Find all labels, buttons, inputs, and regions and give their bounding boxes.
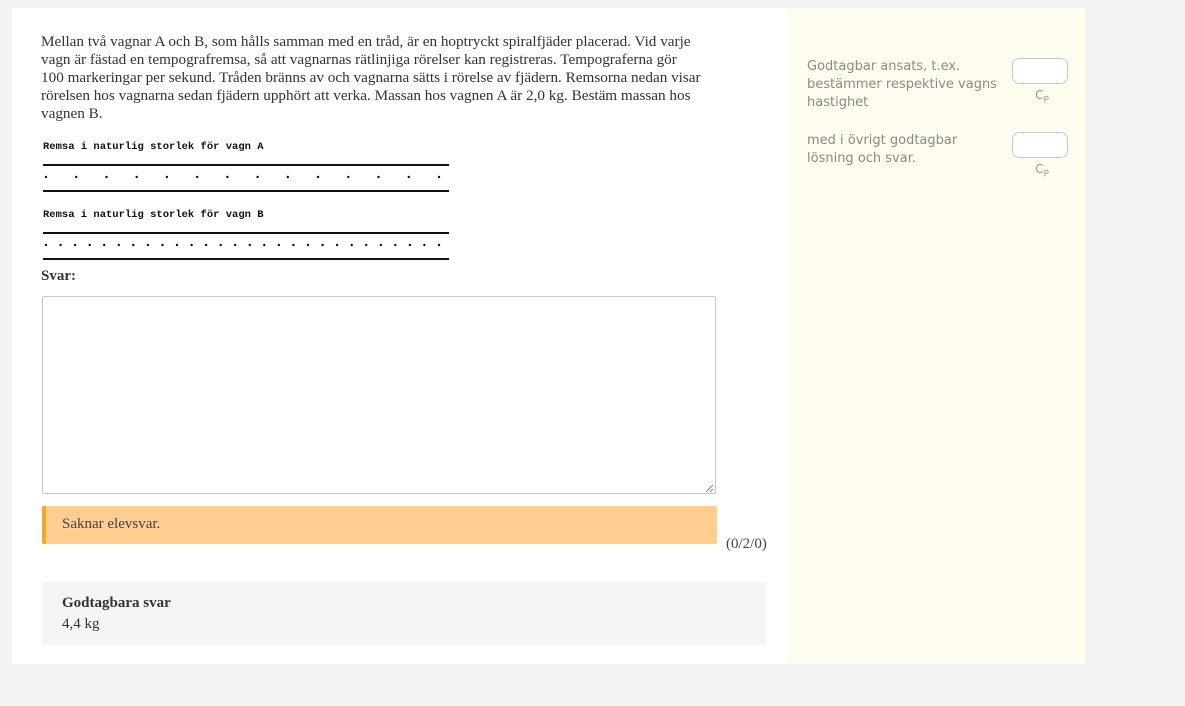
strip-dot: [59, 244, 61, 246]
strip-dot: [423, 244, 425, 246]
strip-dot: [347, 176, 349, 178]
strip-a-title: Remsa i naturlig storlek för vagn A: [43, 141, 264, 153]
strip-a: [43, 140, 449, 198]
question-main: [12, 8, 787, 664]
strip-dot: [263, 244, 265, 246]
strip-dot: [408, 176, 410, 178]
criterion-1-level: $C_P$: [1035, 88, 1049, 106]
points-label: (0/2/0): [726, 536, 767, 552]
strip-dot: [136, 176, 138, 178]
strip-dot: [147, 244, 149, 246]
strip-dot: [409, 244, 411, 246]
criterion-2-text: med i övrigt godtagbar lösning och svar.: [807, 133, 958, 166]
strip-dot: [278, 244, 280, 246]
strip-dot: [89, 244, 91, 246]
strip-dot: [380, 244, 382, 246]
strip-dot: [205, 244, 207, 246]
answer-label: Svar:: [41, 268, 76, 284]
acceptable-answers-title: Godtagbara svar: [62, 595, 171, 611]
strip-a-image: [43, 154, 449, 198]
grading-sidebar: [787, 8, 1085, 664]
strip-dot: [190, 244, 192, 246]
missing-answer-notice: Saknar elevsvar.: [42, 506, 717, 544]
strip-dot: [365, 244, 367, 246]
strip-dot: [161, 244, 163, 246]
criterion-1-text: Godtagbar ansats, t.ex. bestämmer respektive vagns hastighet: [807, 59, 997, 110]
strip-b-title: Remsa i naturlig storlek för vagn B: [43, 209, 264, 221]
strip-b-image: [43, 222, 449, 266]
strip-dot: [438, 176, 440, 178]
strip-dot: [226, 176, 228, 178]
strip-dot: [317, 176, 319, 178]
question-text: Mellan två vagnar A och B, som hålls samman med en tråd, är en hoptryckt spiralfjäder placerad. Vid varje vagn är fästad en tempografremsa, så att vagnarnas rätlinjiga rörelser kan registreras. Tempograferna gör 100 markeringar per sekund. Tråden bränns av och vagnarna sätts i rörelse av fjädern. Remsorna nedan visar rörelsen hos vagnarna sedan fjädern upphört att verka. Massan hos vagnen A är 2,0 kg. Bestäm massan hos vagnen B.: [41, 33, 701, 122]
acceptable-answers-box: [42, 582, 766, 645]
strip-dot: [196, 176, 198, 178]
resize-grip-icon[interactable]: [705, 484, 714, 493]
criterion-2-score-input[interactable]: [1012, 132, 1068, 158]
strip-dot: [176, 244, 178, 246]
question-card: [12, 8, 1085, 664]
answer-textarea[interactable]: [42, 296, 716, 494]
strip-dot: [45, 176, 47, 178]
strip-dot: [45, 244, 47, 246]
strip-dot: [234, 244, 236, 246]
strip-dot: [394, 244, 396, 246]
strip-dot: [74, 244, 76, 246]
strip-dot: [321, 244, 323, 246]
strip-dot: [75, 176, 77, 178]
strip-b: [43, 208, 449, 266]
strip-dot: [336, 244, 338, 246]
strip-dot: [103, 244, 105, 246]
strip-dot: [118, 244, 120, 246]
criterion-2-level: $C_P$: [1035, 162, 1049, 180]
strip-dot: [105, 176, 107, 178]
strip-dot: [292, 244, 294, 246]
strip-dot: [132, 244, 134, 246]
strip-dot: [249, 244, 251, 246]
strip-dot: [220, 244, 222, 246]
strip-dot: [307, 244, 309, 246]
strip-dot: [351, 244, 353, 246]
strip-dot: [438, 244, 440, 246]
strip-dot: [287, 176, 289, 178]
strip-dot: [377, 176, 379, 178]
criterion-1-score-input[interactable]: [1012, 58, 1068, 84]
acceptable-answers-value: 4,4 kg: [62, 616, 100, 632]
strip-dot: [166, 176, 168, 178]
strip-dot: [256, 176, 258, 178]
